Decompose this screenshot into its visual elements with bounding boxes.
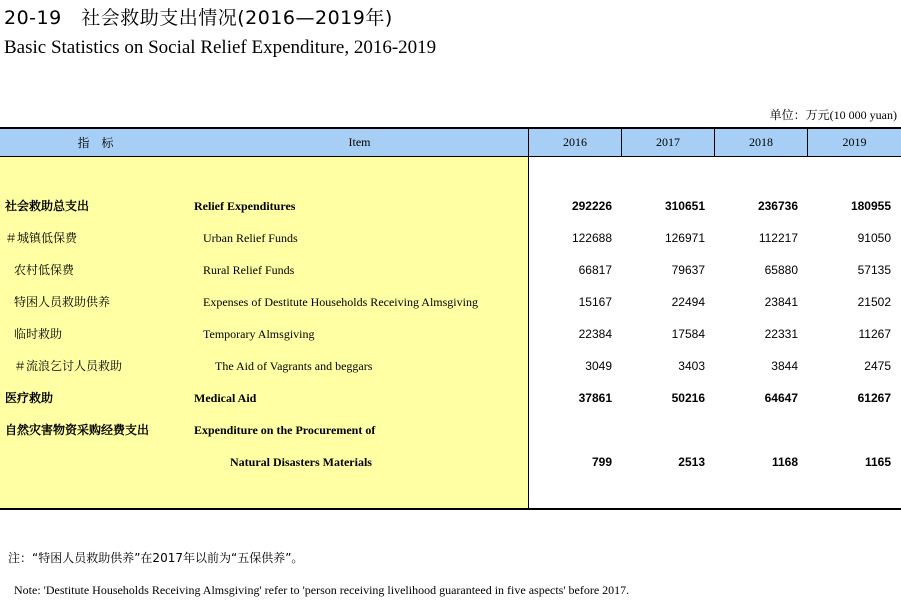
value-cell-2017: 310651 — [664, 199, 705, 213]
value-cell-2018: 23841 — [764, 295, 798, 309]
row-label-en: Urban Relief Funds — [203, 231, 298, 245]
value-cell-2016: 799 — [591, 455, 612, 469]
value-cell-2017: 3403 — [678, 359, 705, 373]
header-divider — [528, 129, 529, 157]
header-year-2018: 2018 — [715, 129, 807, 157]
value-cell-2019: 180955 — [850, 199, 891, 213]
table-title-cn: 20-19 社会救助支出情况(2016—2019年) — [4, 7, 393, 29]
value-cell-2016: 37861 — [578, 391, 612, 405]
value-cell-2016: 3049 — [585, 359, 612, 373]
value-cell-2019: 91050 — [857, 231, 891, 245]
value-cell-2019: 2475 — [864, 359, 891, 373]
header-divider — [621, 129, 622, 157]
row-label-cn: ＃流浪乞讨人员救助 — [14, 359, 123, 373]
table-title-en: Basic Statistics on Social Relief Expenditure, 2016-2019 — [4, 37, 437, 58]
value-cell-2016: 66817 — [578, 263, 612, 277]
row-label-en: Expenses of Destitute Households Receiving Almsgiving — [203, 295, 478, 309]
value-cell-2017: 17584 — [671, 327, 705, 341]
value-cell-2016: 292226 — [571, 199, 612, 213]
value-cell-2018: 1168 — [771, 455, 798, 469]
unit-label-cn: 单位：万元 — [769, 108, 830, 122]
row-label-cn: ＃城镇低保费 — [5, 231, 78, 245]
value-cell-2016: 22384 — [578, 327, 612, 341]
value-cell-2018: 22331 — [764, 327, 798, 341]
value-cell-2017: 22494 — [671, 295, 705, 309]
row-label-en: Expenditure on the Procurement of — [194, 423, 376, 437]
value-cell-2017: 50216 — [671, 391, 705, 405]
row-label-cn: 医疗救助 — [5, 391, 54, 405]
header-indicator: 指 标 — [0, 129, 191, 157]
value-cell-2016: 122688 — [571, 231, 612, 245]
header-divider — [807, 129, 808, 157]
row-label-en: Natural Disasters Materials — [230, 455, 372, 469]
row-label-en: The Aid of Vagrants and beggars — [215, 359, 373, 373]
footnote-en: Note: 'Destitute Households Receiving Almsgiving' refer to 'person receiving livelihood guaranteed in five aspects' before 2017. — [14, 583, 630, 597]
value-cell-2019: 1165 — [864, 455, 891, 469]
value-cell-2018: 64647 — [764, 391, 798, 405]
header-item: Item — [191, 129, 528, 157]
value-cell-2017: 2513 — [678, 455, 705, 469]
value-cell-2019: 21502 — [857, 295, 891, 309]
value-cell-2019: 11267 — [858, 327, 891, 341]
unit-label-en: (10 000 yuan) — [829, 108, 897, 122]
unit-label — [770, 106, 897, 123]
row-label-cn: 临时救助 — [14, 327, 63, 341]
row-label-en: Temporary Almsgiving — [203, 327, 315, 341]
row-label-cn: 自然灾害物资采购经费支出 — [5, 423, 150, 437]
value-cell-2018: 65880 — [764, 263, 798, 277]
row-label-en: Relief Expenditures — [194, 199, 296, 213]
header-divider — [714, 129, 715, 157]
value-cell-2017: 126971 — [664, 231, 705, 245]
value-cell-2019: 57135 — [857, 263, 891, 277]
value-cell-2017: 79637 — [671, 263, 705, 277]
value-cell-2016: 15167 — [578, 295, 612, 309]
table-bottom-rule — [0, 508, 901, 510]
label-column-divider — [528, 157, 529, 508]
header-year-2019: 2019 — [808, 129, 901, 157]
row-label-en: Medical Aid — [194, 391, 257, 405]
row-label-cn: 特困人员救助供养 — [14, 295, 111, 309]
header-year-2017: 2017 — [622, 129, 714, 157]
header-year-2016: 2016 — [529, 129, 621, 157]
row-label-en: Rural Relief Funds — [203, 263, 295, 277]
row-label-cn: 农村低保费 — [14, 263, 75, 277]
value-cell-2018: 3844 — [771, 359, 798, 373]
value-cell-2018: 236736 — [757, 199, 798, 213]
footnote-cn: 注：“特困人员救助供养”在2017年以前为“五保供养”。 — [8, 551, 304, 565]
value-cell-2018: 112217 — [758, 231, 798, 245]
row-label-cn: 社会救助总支出 — [5, 199, 90, 213]
value-cell-2019: 61267 — [857, 391, 891, 405]
